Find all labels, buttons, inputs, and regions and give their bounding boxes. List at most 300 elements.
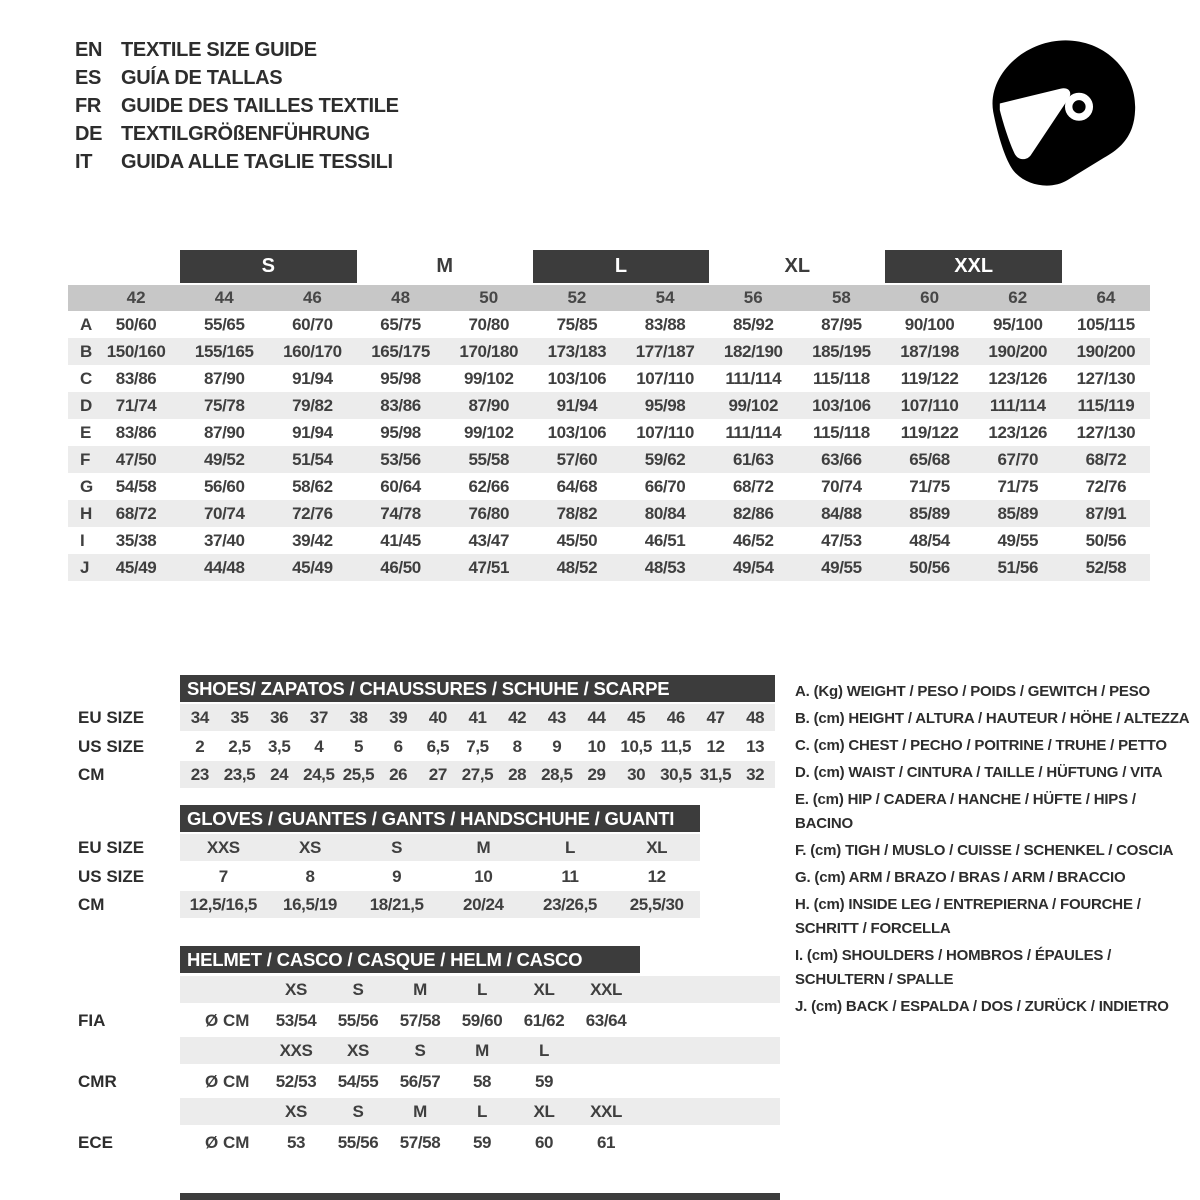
gloves-value: 20/24 — [463, 894, 504, 914]
helmet-size-label: XS — [347, 1040, 369, 1060]
shoes-value: 10 — [587, 736, 606, 756]
size-value: 37/40 — [203, 530, 245, 550]
shoes-value: 29 — [587, 764, 606, 784]
gloves-section-header: GLOVES / GUANTES / GANTS / HANDSCHUHE / GUANTI — [180, 805, 700, 832]
shoes-value: 4 — [314, 736, 324, 756]
size-value: 82/86 — [732, 503, 774, 523]
shoes-value: 2,5 — [228, 736, 251, 756]
size-value: 95/98 — [380, 422, 421, 442]
size-value: 99/102 — [463, 422, 514, 442]
shoes-section-header: SHOES/ ZAPATOS / CHAUSSURES / SCHUHE / SCARPE — [180, 675, 775, 702]
language-title: TEXTILGRÖßENFÜHRUNG — [121, 122, 370, 145]
gloves-value: 12,5/16,5 — [189, 894, 257, 914]
shoes-value: 47 — [706, 707, 725, 727]
size-value: 47/50 — [115, 449, 157, 469]
language-row — [75, 92, 399, 120]
size-value: 111/114 — [725, 422, 782, 442]
helmet-size-label: S — [414, 1040, 426, 1060]
helmet-size-label: M — [413, 1101, 427, 1121]
legend-entry: F. (cm) TIGH / MUSLO / CUISSE / SCHENKEL / COSCIA — [795, 842, 1174, 859]
size-value: 47/51 — [468, 557, 510, 577]
size-value: 48/54 — [909, 530, 950, 550]
size-value: 70/80 — [468, 314, 510, 334]
cut-off-bottom-bar — [180, 1193, 780, 1200]
size-value: 41/45 — [380, 530, 421, 550]
size-value: 85/92 — [732, 314, 774, 334]
shoes-value: 10,5 — [620, 736, 652, 756]
helmet-size-label: XXL — [590, 979, 622, 999]
size-value: 173/183 — [547, 341, 607, 361]
helmet-size-label: XXL — [590, 1101, 622, 1121]
size-group-l: L — [533, 250, 709, 283]
size-value: 45/49 — [292, 557, 333, 577]
size-value: 58/62 — [292, 476, 333, 496]
helmet-size-value: 55/56 — [337, 1011, 379, 1030]
language-title: TEXTILE SIZE GUIDE — [121, 38, 317, 61]
size-value: 95/98 — [644, 395, 686, 415]
shoes-value: 40 — [428, 707, 447, 727]
shoes-value: 12 — [706, 736, 725, 756]
gloves-value: 18/21,5 — [369, 894, 424, 914]
shoes-value: 38 — [349, 707, 368, 727]
size-value: 103/106 — [812, 395, 871, 415]
row-letter: A — [80, 314, 93, 334]
size-value: 49/55 — [997, 530, 1039, 550]
shoes-value: 2 — [195, 736, 205, 756]
shoes-value: 23 — [190, 764, 209, 784]
shoes-value: 42 — [508, 707, 527, 727]
gloves-value: 8 — [305, 866, 315, 886]
size-value: 70/74 — [821, 476, 862, 496]
helmet-size-value: 58 — [472, 1072, 492, 1091]
size-value: 165/175 — [371, 341, 430, 361]
gloves-row — [180, 891, 700, 918]
helmet-value-row — [180, 1005, 780, 1037]
size-value: 39/42 — [292, 530, 333, 550]
size-value: 107/110 — [636, 422, 694, 442]
shoes-value: 27,5 — [461, 764, 494, 784]
size-value: 55/65 — [203, 314, 245, 334]
shoes-value: 23,5 — [223, 764, 256, 784]
size-value: 107/110 — [900, 395, 959, 415]
language-title: GUIDE DES TAILLES TEXTILE — [121, 94, 399, 117]
shoes-value: 39 — [389, 707, 408, 727]
measurement-row — [68, 473, 1150, 500]
diameter-unit-label: Ø CM — [205, 1133, 250, 1152]
diameter-unit-label: Ø CM — [205, 1072, 250, 1091]
measurement-row — [68, 419, 1150, 446]
helmet-size-label: L — [539, 1040, 549, 1060]
size-value: 49/54 — [732, 557, 774, 577]
shoes-value: 41 — [468, 707, 487, 727]
size-value: 70/74 — [203, 503, 245, 523]
size-column-header: 46 — [302, 288, 322, 307]
size-value: 78/82 — [556, 503, 598, 523]
size-group-xxl: XXL — [885, 250, 1061, 283]
numeric-size-header-row — [68, 285, 1150, 311]
helmet-size-value: 60 — [534, 1133, 554, 1152]
shoes-value: 28 — [508, 764, 527, 784]
legend-entry: D. (cm) WAIST / CINTURA / TAILLE / HÜFTUNG / VITA — [795, 764, 1163, 781]
gloves-row-label: CM — [78, 894, 105, 914]
gloves-value: XL — [646, 837, 668, 857]
shoes-value: 3,5 — [267, 736, 291, 756]
size-value: 67/70 — [997, 449, 1039, 469]
legend-entry: E. (cm) HIP / CADERA / HANCHE / HÜFTE / HIPS / BACINO — [795, 791, 1136, 832]
size-column-header: 56 — [743, 288, 763, 307]
shoes-value: 44 — [587, 707, 606, 727]
size-value: 53/56 — [380, 449, 421, 469]
helmet-size-label: XS — [285, 1101, 307, 1121]
helmet-size-value: 59/60 — [461, 1011, 503, 1030]
size-value: 185/195 — [812, 341, 871, 361]
measurement-legend — [795, 680, 1195, 1022]
gloves-value: S — [391, 837, 403, 857]
helmet-size-value: 56/57 — [399, 1072, 441, 1091]
size-value: 111/114 — [725, 368, 782, 388]
shoes-row — [180, 733, 775, 760]
helmet-size-value: 53/54 — [275, 1011, 317, 1030]
language-code: EN — [75, 38, 103, 61]
row-letter: C — [80, 368, 93, 388]
legend-entry: C. (cm) CHEST / PECHO / POITRINE / TRUHE / PETTO — [795, 737, 1167, 754]
helmet-size-header-row — [180, 1098, 780, 1125]
shoes-value: 27 — [428, 764, 447, 784]
size-column-header: 52 — [567, 288, 587, 307]
size-value: 85/89 — [997, 503, 1039, 523]
size-value: 119/122 — [900, 422, 959, 442]
helmet-size-value: 57/58 — [399, 1011, 441, 1030]
size-value: 123/126 — [988, 422, 1048, 442]
size-value: 127/130 — [1076, 368, 1136, 388]
shoes-value: 48 — [746, 707, 765, 727]
row-letter: J — [80, 557, 90, 577]
size-value: 115/118 — [813, 422, 870, 442]
size-value: 46/52 — [732, 530, 774, 550]
shoes-value: 30,5 — [660, 764, 692, 784]
size-value: 190/200 — [1076, 341, 1136, 361]
shoes-value: 43 — [547, 707, 566, 727]
language-code: ES — [75, 66, 102, 89]
helmet-standard-fia: FIA — [78, 1011, 106, 1030]
helmet-size-header-row — [180, 1037, 780, 1064]
row-letter: F — [80, 449, 91, 469]
helmet-size-label: XXS — [279, 1040, 313, 1060]
size-value: 115/118 — [813, 368, 870, 388]
size-value: 103/106 — [547, 368, 607, 388]
size-value: 83/86 — [115, 422, 157, 442]
size-value: 68/72 — [115, 503, 157, 523]
size-value: 84/88 — [821, 503, 862, 523]
size-column-header: 62 — [1008, 288, 1028, 307]
size-value: 177/187 — [635, 341, 695, 361]
shoes-value: 24,5 — [303, 764, 335, 784]
size-value: 46/50 — [380, 557, 421, 577]
gloves-value: 10 — [474, 866, 493, 886]
language-title-list — [75, 36, 399, 176]
helmet-band-spacer — [180, 1098, 265, 1125]
gloves-row — [180, 834, 700, 861]
size-value: 107/110 — [636, 368, 694, 388]
shoes-value: 34 — [190, 707, 209, 727]
size-value: 87/91 — [1085, 503, 1127, 523]
size-value: 60/64 — [380, 476, 421, 496]
size-value: 83/88 — [644, 314, 686, 334]
size-column-header: 42 — [126, 288, 146, 307]
gloves-value: 11 — [561, 866, 579, 886]
racing-helmet-icon — [980, 30, 1145, 200]
size-group-s: S — [180, 250, 356, 283]
shoes-value: 5 — [353, 736, 364, 756]
helmet-size-value: 63/64 — [585, 1011, 627, 1030]
size-value: 44/48 — [203, 557, 245, 577]
helmet-size-label: M — [475, 1040, 489, 1060]
size-value: 87/90 — [203, 422, 245, 442]
measurement-row — [68, 392, 1150, 419]
size-value: 90/100 — [904, 314, 955, 334]
gloves-value: 7 — [218, 866, 228, 886]
size-value: 65/68 — [909, 449, 950, 469]
size-value: 72/76 — [1085, 476, 1127, 496]
legend-entry: H. (cm) INSIDE LEG / ENTREPIERNA / FOURCHE / SCHRITT / FORCELLA — [795, 896, 1141, 937]
shoes-value: 24 — [270, 764, 289, 784]
language-code: IT — [75, 150, 93, 173]
row-letter: B — [80, 341, 93, 361]
size-value: 80/84 — [644, 503, 686, 523]
size-value: 85/89 — [909, 503, 950, 523]
size-column-header: 48 — [391, 288, 411, 307]
size-value: 115/119 — [1077, 395, 1135, 415]
size-value: 68/72 — [1085, 449, 1127, 469]
size-column-header: 54 — [655, 288, 675, 307]
helmet-value-row — [180, 1127, 780, 1159]
language-title: GUIDA ALLE TAGLIE TESSILI — [121, 150, 393, 173]
shoes-row — [180, 761, 775, 788]
helmet-size-value: 55/56 — [337, 1133, 379, 1152]
size-value: 45/50 — [556, 530, 598, 550]
row-letter: I — [80, 530, 85, 550]
gloves-row-label: US SIZE — [78, 866, 145, 886]
size-column-header: 64 — [1096, 288, 1116, 307]
size-column-header: 58 — [831, 288, 851, 307]
size-value: 75/78 — [203, 395, 245, 415]
size-value: 95/98 — [380, 368, 421, 388]
legend-entry: A. (Kg) WEIGHT / PESO / POIDS / GEWITCH / PESO — [795, 683, 1150, 700]
helmet-standard-cmr: CMR — [78, 1072, 117, 1091]
size-value: 105/115 — [1077, 314, 1135, 334]
measurement-row — [68, 446, 1150, 473]
helmet-size-label: XL — [533, 1101, 555, 1121]
gloves-value: XXS — [206, 837, 240, 857]
size-value: 47/53 — [821, 530, 862, 550]
size-value: 50/56 — [1085, 530, 1127, 550]
helmet-size-value: 59 — [472, 1133, 492, 1152]
size-value: 51/54 — [292, 449, 333, 469]
row-letter: H — [80, 503, 93, 523]
size-value: 56/60 — [203, 476, 245, 496]
shoes-value: 11,5 — [660, 736, 692, 756]
shoes-value: 8 — [512, 736, 522, 756]
shoes-value: 45 — [627, 707, 646, 727]
shoes-value: 6,5 — [426, 736, 450, 756]
size-group-header-row — [68, 250, 1150, 283]
shoes-value: 32 — [746, 764, 765, 784]
size-value: 160/170 — [283, 341, 342, 361]
size-value: 170/180 — [459, 341, 519, 361]
size-value: 182/190 — [723, 341, 783, 361]
size-value: 50/56 — [909, 557, 950, 577]
helmet-size-label: XS — [285, 979, 307, 999]
size-value: 76/80 — [468, 503, 510, 523]
size-value: 119/122 — [900, 368, 959, 388]
size-value: 57/60 — [556, 449, 598, 469]
legend-entry: B. (cm) HEIGHT / ALTURA / HAUTEUR / HÖHE / ALTEZZA — [795, 710, 1190, 727]
gloves-value: 9 — [392, 866, 402, 886]
helmet-size-label: XL — [533, 979, 555, 999]
gloves-value: M — [476, 837, 491, 857]
language-row — [75, 64, 399, 92]
gloves-value: 23/26,5 — [543, 894, 597, 914]
size-value: 150/160 — [106, 341, 166, 361]
size-value: 59/62 — [644, 449, 686, 469]
helmet-size-value: 52/53 — [275, 1072, 317, 1091]
size-value: 83/86 — [380, 395, 421, 415]
language-code: FR — [75, 94, 102, 117]
gloves-value: XS — [299, 837, 321, 857]
shoes-value: 31,5 — [699, 764, 732, 784]
helmet-size-value: 53 — [286, 1133, 306, 1152]
size-column-header: 44 — [214, 288, 234, 307]
size-value: 51/56 — [997, 557, 1039, 577]
size-value: 43/47 — [468, 530, 510, 550]
size-value: 95/100 — [992, 314, 1043, 334]
language-row — [75, 148, 399, 176]
band-spacer — [68, 285, 92, 311]
measurement-row — [68, 554, 1150, 581]
shoes-value: 30 — [627, 764, 646, 784]
shoes-row-label: EU SIZE — [78, 707, 145, 727]
helmet-size-label: M — [413, 979, 427, 999]
size-value: 55/58 — [468, 449, 510, 469]
row-letter: E — [80, 422, 92, 442]
helmet-standard-ece: ECE — [78, 1133, 113, 1152]
helmet-size-label: L — [477, 979, 487, 999]
size-value: 71/75 — [909, 476, 950, 496]
size-value: 46/51 — [644, 530, 686, 550]
helmet-size-value: 61 — [596, 1133, 616, 1152]
size-value: 190/200 — [988, 341, 1048, 361]
diameter-unit-label: Ø CM — [205, 1011, 250, 1030]
size-value: 71/74 — [115, 395, 157, 415]
shoes-row — [180, 704, 775, 731]
legend-entry: I. (cm) SHOULDERS / HOMBROS / ÉPAULES / SCHULTERN / SPALLE — [795, 947, 1112, 988]
size-value: 49/52 — [203, 449, 245, 469]
size-group-xl: XL — [784, 255, 811, 277]
shoes-value: 46 — [666, 707, 685, 727]
shoes-value: 36 — [270, 707, 289, 727]
language-row — [75, 120, 399, 148]
size-value: 48/52 — [556, 557, 598, 577]
shoes-value: 37 — [309, 707, 328, 727]
row-letter: D — [80, 395, 93, 415]
size-value: 62/66 — [468, 476, 510, 496]
helmet-size-value: 61/62 — [523, 1011, 565, 1030]
row-letter: G — [80, 476, 94, 496]
size-value: 68/72 — [732, 476, 774, 496]
measurement-table — [68, 311, 1150, 581]
language-row — [75, 36, 399, 64]
size-value: 87/90 — [203, 368, 245, 388]
shoes-row-label: US SIZE — [78, 736, 145, 756]
size-column-header: 50 — [479, 288, 499, 307]
size-value: 91/94 — [292, 422, 333, 442]
size-value: 35/38 — [115, 530, 157, 550]
size-value: 83/86 — [115, 368, 157, 388]
helmet-section-header: HELMET / CASCO / CASQUE / HELM / CASCO — [180, 946, 640, 973]
shoes-value: 28,5 — [541, 764, 573, 784]
size-value: 87/95 — [821, 314, 862, 334]
helmet-size-value: 57/58 — [399, 1133, 441, 1152]
legend-entry: G. (cm) ARM / BRAZO / BRAS / ARM / BRACCIO — [795, 869, 1126, 886]
measurement-row — [68, 338, 1150, 365]
gloves-value: 16,5/19 — [283, 894, 337, 914]
language-code: DE — [75, 122, 103, 145]
size-value: 91/94 — [292, 368, 333, 388]
language-title: GUÍA DE TALLAS — [121, 66, 283, 89]
legend-entry: J. (cm) BACK / ESPALDA / DOS / ZURÜCK / INDIETRO — [795, 998, 1169, 1015]
size-value: 111/114 — [989, 395, 1046, 415]
helmet-band-spacer — [180, 1037, 265, 1064]
shoes-value: 7,5 — [466, 736, 489, 756]
helmet-size-value: 54/55 — [337, 1072, 379, 1091]
shoes-row-label: CM — [78, 764, 105, 784]
size-value: 65/75 — [380, 314, 421, 334]
shoes-value: 9 — [552, 736, 562, 756]
size-column-header: 60 — [920, 288, 940, 307]
size-value: 87/90 — [468, 395, 510, 415]
size-value: 127/130 — [1076, 422, 1136, 442]
gloves-row-label: EU SIZE — [78, 837, 145, 857]
shoes-value: 35 — [230, 707, 249, 727]
size-value: 155/165 — [194, 341, 254, 361]
size-value: 61/63 — [732, 449, 774, 469]
size-value: 63/66 — [821, 449, 862, 469]
shoes-value: 13 — [746, 736, 765, 756]
size-value: 103/106 — [547, 422, 607, 442]
measurement-row — [68, 500, 1150, 527]
gloves-value: 12 — [647, 866, 666, 886]
size-group-m: M — [436, 255, 453, 277]
size-value: 99/102 — [463, 368, 514, 388]
size-value: 71/75 — [997, 476, 1039, 496]
gloves-value: L — [565, 837, 575, 857]
size-value: 91/94 — [556, 395, 598, 415]
shoes-value: 6 — [393, 736, 403, 756]
shoes-value: 26 — [389, 764, 408, 784]
size-value: 66/70 — [644, 476, 686, 496]
size-value: 79/82 — [292, 395, 333, 415]
size-value: 48/53 — [644, 557, 686, 577]
helmet-size-label: S — [352, 979, 364, 999]
size-value: 52/58 — [1085, 557, 1127, 577]
size-value: 74/78 — [380, 503, 421, 523]
size-value: 45/49 — [115, 557, 157, 577]
shoes-value: 25,5 — [342, 764, 375, 784]
size-value: 64/68 — [556, 476, 598, 496]
size-value: 54/58 — [115, 476, 157, 496]
size-value: 99/102 — [728, 395, 779, 415]
gloves-row — [180, 863, 700, 890]
